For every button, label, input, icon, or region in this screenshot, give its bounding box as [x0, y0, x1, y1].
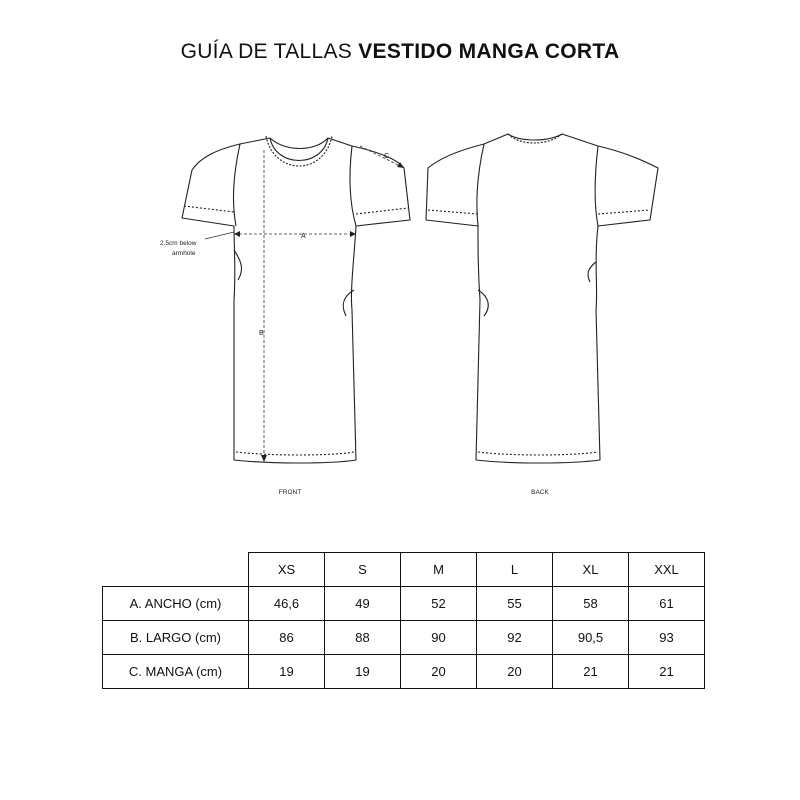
table-cell: 20 [401, 655, 477, 689]
title-light: GUÍA DE TALLAS [180, 40, 353, 63]
size-header: L [477, 553, 553, 587]
annotation-pointer [205, 232, 234, 239]
title-bold: VESTIDO MANGA CORTA [358, 40, 620, 63]
back-dress [426, 134, 658, 463]
back-collar [508, 134, 562, 143]
table-cell: 88 [325, 621, 401, 655]
front-dress [182, 136, 410, 463]
table-cell: 52 [401, 587, 477, 621]
table-cell: 20 [477, 655, 553, 689]
table-cell: 49 [325, 587, 401, 621]
table-cell: 90 [401, 621, 477, 655]
size-header-row [103, 553, 705, 587]
table-row [103, 655, 705, 689]
marker-c: C [384, 153, 390, 160]
table-cell: 19 [325, 655, 401, 689]
front-right-sleeve-hem [356, 208, 408, 214]
annotation-line-1: 2.5cm below [160, 240, 197, 247]
size-header: S [325, 553, 401, 587]
size-header: XS [249, 553, 325, 587]
row-label: C. MANGA (cm) [103, 655, 249, 689]
back-dress-outline [426, 134, 658, 463]
back-bottom-hem [478, 452, 598, 455]
table-row [103, 621, 705, 655]
row-label: A. ANCHO (cm) [103, 587, 249, 621]
size-header: XXL [629, 553, 705, 587]
front-label: FRONT [278, 489, 302, 496]
size-header: M [401, 553, 477, 587]
front-left-sleeve-hem [184, 206, 234, 212]
table-cell: 19 [249, 655, 325, 689]
table-cell: 93 [629, 621, 705, 655]
table-cell: 86 [249, 621, 325, 655]
table-row [103, 587, 705, 621]
measure-line-c [360, 146, 404, 168]
table-cell: 55 [477, 587, 553, 621]
table-cell: 61 [629, 587, 705, 621]
back-left-sleeve-hem [428, 210, 478, 214]
front-measurements [205, 146, 404, 462]
back-label: BACK [531, 489, 549, 496]
size-table [102, 552, 705, 689]
size-header: XL [553, 553, 629, 587]
table-cell: 21 [629, 655, 705, 689]
front-dress-outline [182, 138, 410, 463]
table-corner [103, 553, 249, 587]
table-cell: 92 [477, 621, 553, 655]
marker-a: A [301, 233, 306, 240]
table-cell: 58 [553, 587, 629, 621]
table-cell: 21 [553, 655, 629, 689]
table-cell: 46,6 [249, 587, 325, 621]
row-label: B. LARGO (cm) [103, 621, 249, 655]
back-right-sleeve-hem [598, 210, 650, 214]
annotation-line-2: armhole [172, 250, 196, 257]
table-cell: 90,5 [553, 621, 629, 655]
marker-b: B [259, 330, 264, 337]
front-bottom-hem [236, 452, 354, 455]
front-collar [270, 138, 328, 161]
